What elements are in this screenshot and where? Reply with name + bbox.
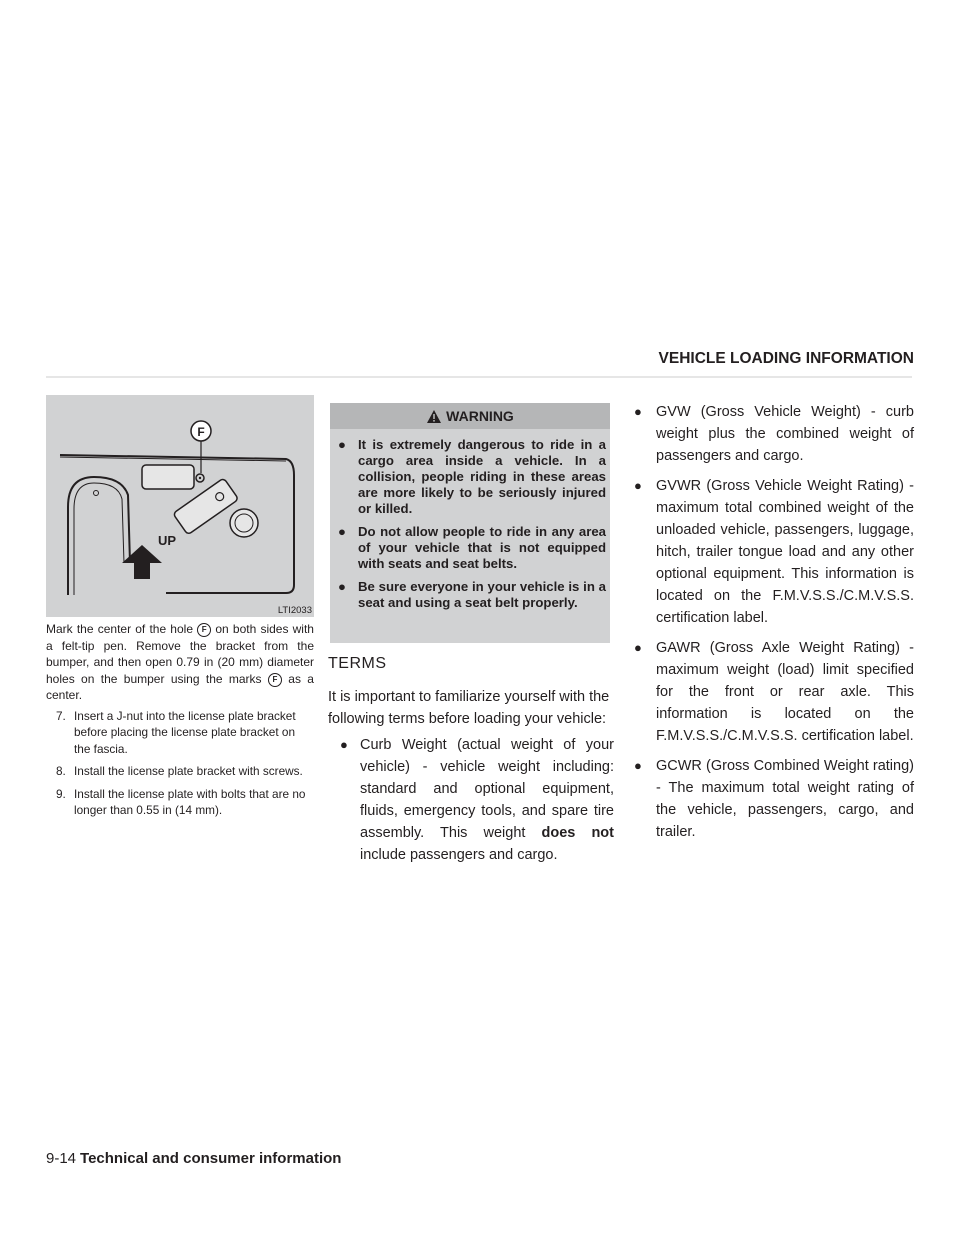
step-number: 7. [56,708,66,723]
term-text: GAWR (Gross Axle Weight Rating) - maximum weight (load) limit specified for the front or rear axle. This information is located on the F.M.V.S.S./C.M.V.S.S. certification label. [656,640,914,744]
section-divider [46,376,912,378]
mark-f-icon: F [268,673,282,687]
bullet-icon: ● [634,640,642,655]
warning-box [330,403,610,643]
list-item [328,734,614,866]
warning-header [330,403,610,429]
bullet-icon: ● [634,478,642,493]
list-item [338,579,606,611]
bullet-icon: ● [634,758,642,773]
terms-column [624,401,914,851]
terms-intro-column [328,686,614,866]
warning-text: It is extremely dangerous to ride in a cargo area inside a vehicle. In a collision, people riding in these areas are more likely to be seriously injured or killed. [358,437,606,516]
bullet-icon: ● [338,579,346,594]
license-plate-bracket-figure [46,395,314,617]
intro-text-1: Mark the center of the hole [46,622,193,636]
list-item [624,637,914,747]
term-emphasis: does not [541,825,614,841]
intro-text-2: on both sides with a felt-tip pen. Remove the bracket from the bumper, and then open 0.79 in (20 mm) diameter holes on the bumper using the marks [46,622,314,686]
warning-text: Do not allow people to ride in any area of your vehicle that is not equipped with seats and seat belts. [358,524,606,571]
up-arrow-icon [122,545,162,579]
page-footer [46,1150,341,1167]
list-item [624,755,914,843]
intro-paragraph [46,621,314,704]
bracket-illustration [46,395,314,617]
installation-instructions [46,621,314,825]
mark-f-icon: F [197,623,211,637]
step-text: Install the license plate with bolts that are no longer than 0.55 in (14 mm). [74,786,306,817]
step-number: 9. [56,786,66,801]
bullet-icon: ● [338,437,346,452]
list-item [624,401,914,467]
list-item [46,708,314,758]
terms-intro: It is important to familiarize yourself with the following terms before loading your vehicle: [328,689,610,727]
bullet-icon: ● [338,524,346,539]
page-number: 9-14 [46,1150,77,1167]
step-number: 8. [56,764,66,778]
list-item [46,763,314,780]
callout-f-label: F [197,425,205,439]
bullet-icon: ● [340,737,348,752]
step-text: Install the license plate bracket with screws. [74,764,303,778]
warning-text: Be sure everyone in your vehicle is in a seat and using a seat belt properly. [358,579,606,610]
up-arrow-label: UP [158,533,177,548]
term-text: Curb Weight (actual weight of your vehicle) - vehicle weight including: standard and optional equipment, fluids, emergency tools, and spare tire assembly. This weight [360,737,614,841]
step-list [46,708,314,819]
step-text: Insert a J-nut into the license plate bracket before placing the license plate bracket on the fascia. [74,708,296,756]
list-item [338,524,606,572]
figure-id: LTI2033 [277,605,312,616]
term-text: GVWR (Gross Vehicle Weight Rating) - maximum total combined weight of the unloaded vehicle, passengers, luggage, hitch, trailer tongue load and any other optional equipment. This information is located on the F.M.V.S.S./C.M.V.S.S. certification label. [656,478,914,626]
intro-text-3: as a center. [46,671,314,702]
section-title: VEHICLE LOADING INFORMATION [658,350,914,367]
warning-triangle-icon [426,409,442,424]
warning-list [330,429,610,611]
warning-title: WARNING [446,408,514,424]
chapter-title: Technical and consumer information [80,1150,342,1167]
bullet-icon: ● [634,404,642,419]
term-text: GVW (Gross Vehicle Weight) - curb weight plus the combined weight of passengers and cargo. [656,404,914,464]
list-item [624,475,914,629]
list-item [338,437,606,517]
term-text: include passengers and cargo. [360,847,558,863]
term-list [328,734,614,866]
terms-heading: TERMS [328,655,387,672]
term-list [624,401,914,843]
list-item [46,786,314,819]
term-text: GCWR (Gross Combined Weight rating) - The maximum total weight rating of the vehicle, passengers, cargo, and trailer. [656,758,914,840]
